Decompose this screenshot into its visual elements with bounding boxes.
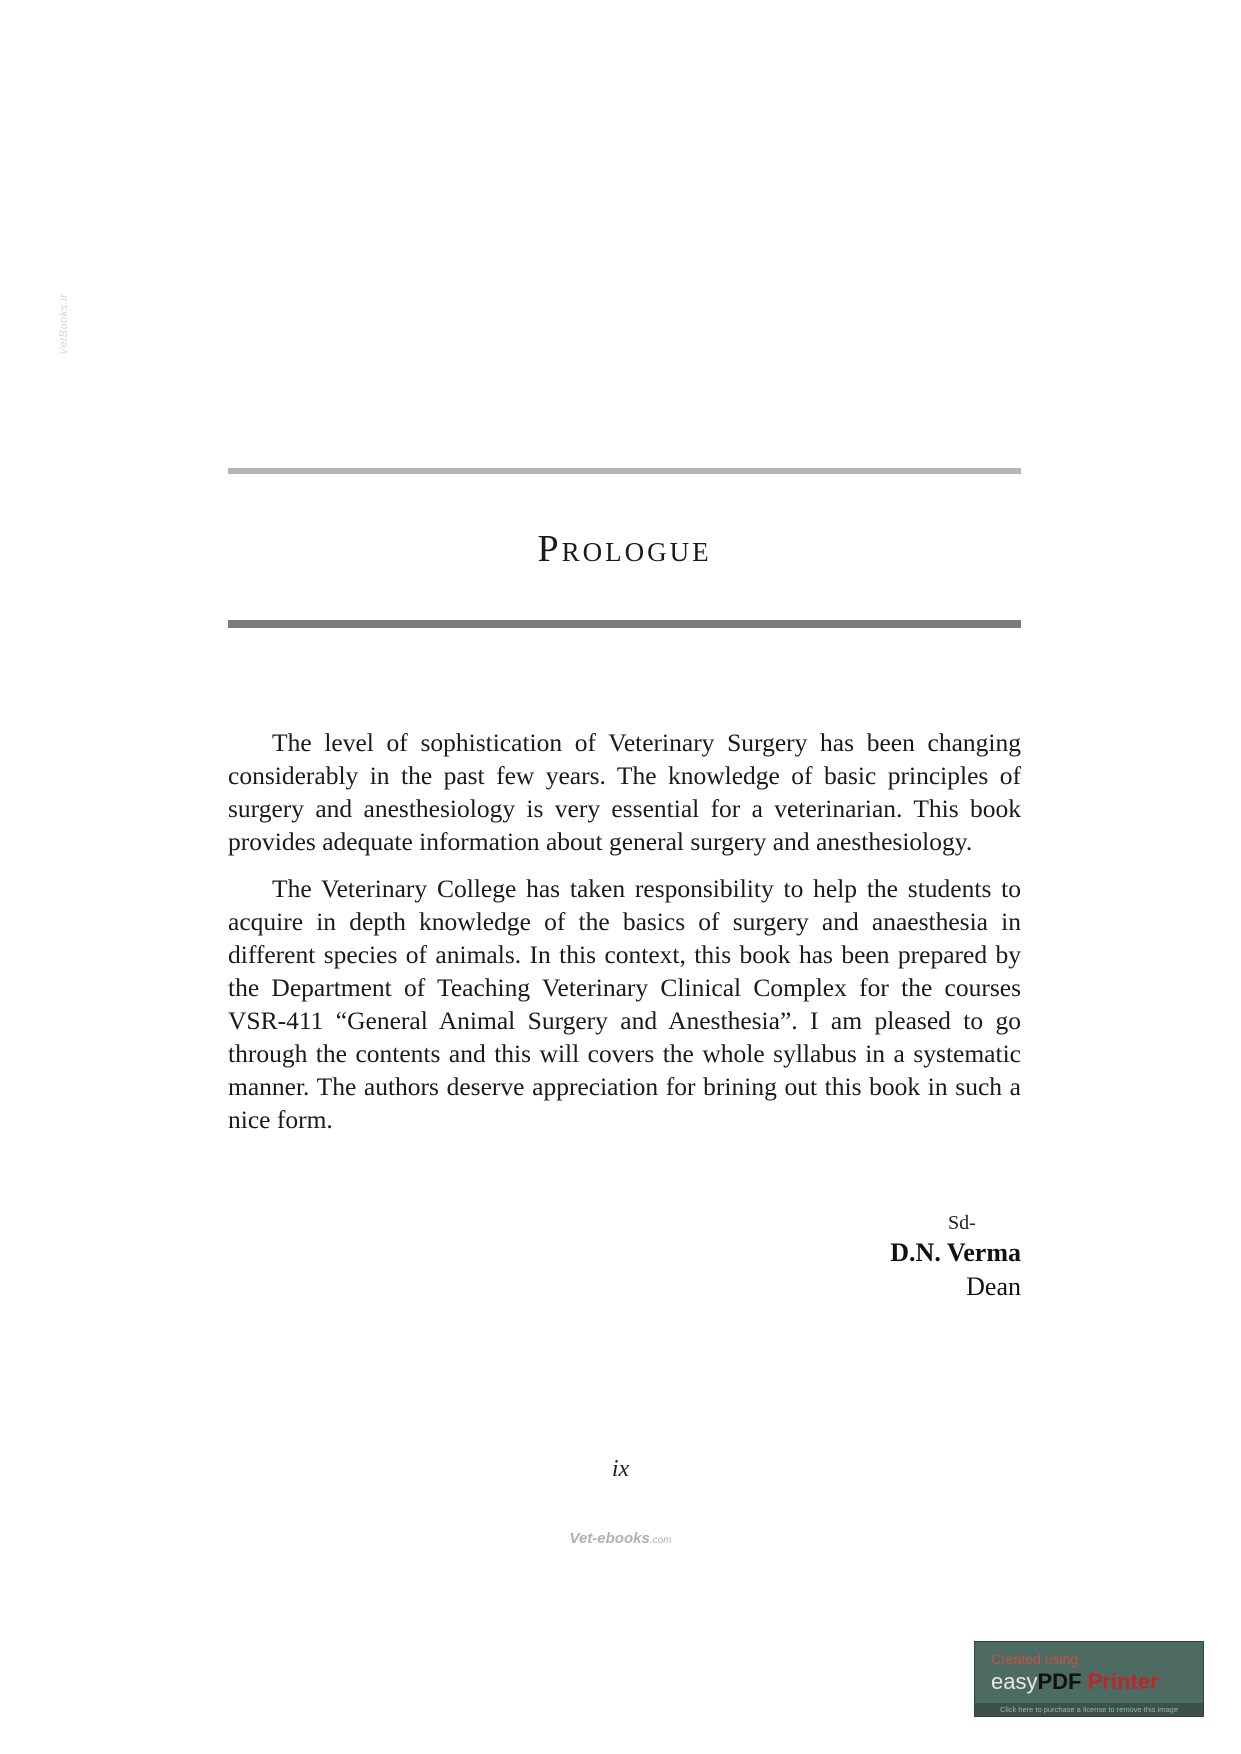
- logo-main: Vet-ebooks: [569, 1530, 650, 1547]
- page-number: ix: [611, 1456, 630, 1482]
- badge-brand-prefix: easy: [991, 1669, 1038, 1694]
- badge-brand-pdf: PDF: [1037, 1669, 1082, 1694]
- badge-brand: [991, 1669, 1159, 1695]
- prologue-body: [228, 726, 1021, 1150]
- badge-created-text: Created using: [991, 1651, 1079, 1667]
- signature-name: D.N. Verma: [890, 1238, 1021, 1267]
- logo-suffix: .com: [649, 1535, 672, 1546]
- page-title: Prologue: [537, 528, 712, 570]
- paragraph: The Veterinary College has taken responsibility to help the students to acquire in depth knowledge of the basics of surgery and anaesthesia in different species of animals. In this context, this book has been prepared by the Department of Teaching Veterinary Clinical Complex for the courses VSR-411 “General Animal Surgery and Anesthesia”. I am pleased to go through the contents and this will covers the whole syllabus in a systematic manner. The authors deserve appreciation for brining out this book in such a nice form.: [228, 874, 1021, 1134]
- easypdf-badge[interactable]: [974, 1641, 1204, 1717]
- signature-role: Dean: [966, 1272, 1021, 1301]
- badge-brand-printer: Printer: [1087, 1669, 1159, 1694]
- side-watermark: VetBooks.ir: [58, 293, 70, 355]
- badge-purchase-link[interactable]: Click here to purchase a license to remove this image: [975, 1703, 1203, 1716]
- paragraph: The level of sophistication of Veterinary Surgery has been changing considerably in the past few years. The knowledge of basic principles of surgery and anesthesiology is very essential for a veterinarian. This book provides adequate information about general surgery and anesthesiology.: [228, 728, 1021, 856]
- title-rule-top: [228, 468, 1021, 474]
- title-rule-bottom: [228, 620, 1021, 628]
- signature-sd: Sd-: [948, 1212, 976, 1234]
- vet-ebooks-logo: [0, 1530, 1241, 1547]
